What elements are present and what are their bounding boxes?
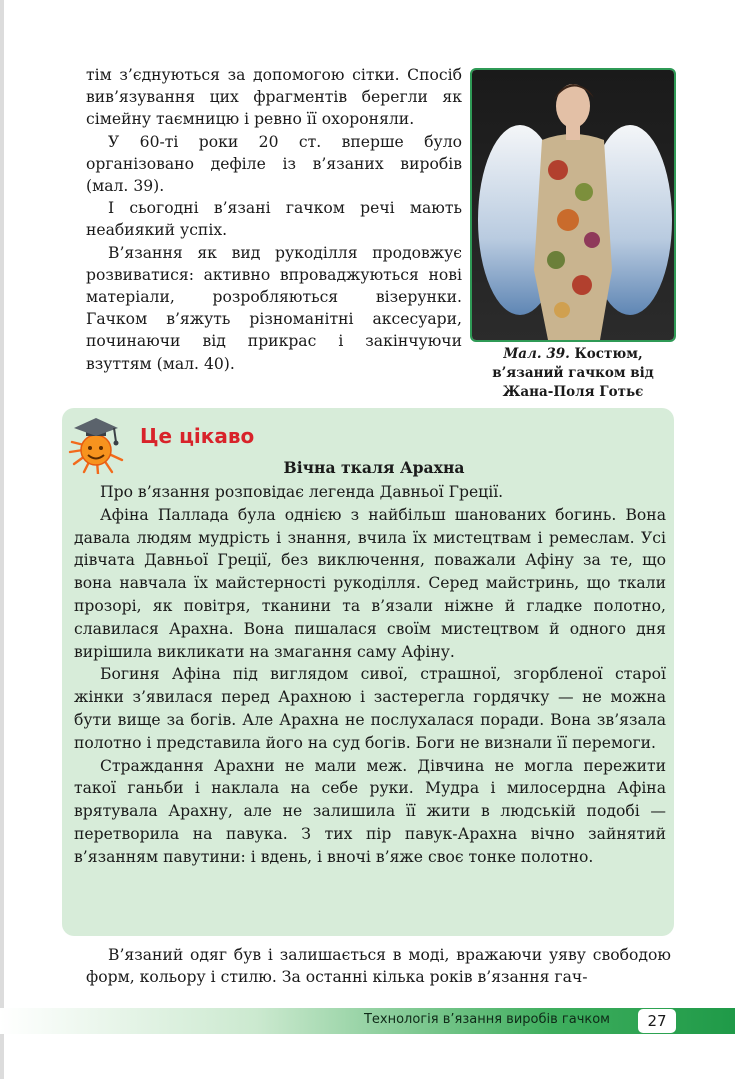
intro-paragraph-1: тім з’єднуються за допомогою сітки. Спосіб вив’язування цих фрагментів берегли як сімейну таємницю і ревно її охороняли. [86,66,462,129]
page-number: 27 [638,1009,676,1033]
crochet-costume-photo [472,70,674,340]
caption-label: Мал. 39. [503,346,570,362]
caption-text: Костюм, в’язаний гачком від Жана-Поля Готьє [492,346,654,400]
story-paragraph-2: Афіна Паллада була однією з найбільш шанованих богинь. Вона давала людям мудрість і знання, вчила їх мистецтвам і ремеслам. Усі дівчата Давньої Греції, без виключення, поважали Афіну за те, що вона навчала їх майстерності рукоділля. Серед майстринь, що ткали прозорі, як повітря, тканини та в’язали ніжне й гладке полотно, славилася Арахна. Вона пишалася своїм мистецтвом й одного дня вирішила викликати на змагання саму Афіну. [74,505,666,661]
bottom-text [86,944,671,989]
story-paragraph-1: Про в’язання розповідає легенда Давньої Греції. [100,483,504,501]
intro-paragraph-2: У 60-ті роки 20 ст. вперше було організовано дефіле із в’язаних виробів (мал. 39). [86,132,462,196]
story-paragraph-4: Страждання Арахни не мали меж. Дівчина не могла пережити такої ганьби і наклала на себе руки. Мудра і милосердна Афіна врятувала Арахну, але не залишила її жити в людській подобі — перетворила на павука. З тих пір павук-Арахна вічно зайнятий в’язанням павутини: і вдень, і вночі в’яже своє тонке полотно. [74,756,666,866]
intro-text [86,64,462,375]
story-paragraph-3: Богиня Афіна під виглядом сивої, страшної, згорбленої старої жінки з’явилася перед Арахною і застерегла гордячку — не можна бути вище за богів. Але Арахна не послухалася поради. Вона зв’язала полотно і представила його на суд богів. Боги не визнали її перемоги. [74,665,666,752]
intro-paragraph-4: В’язання як вид рукоділля продовжує розвиватися: активно впроваджуються нові матеріали, розробляються візерунки. Гачком в’яжуть різноманітні аксесуари, починаючи від прикрас і закінчуючи взуттям (мал. 40). [86,243,462,373]
intro-paragraph-3: І сьогодні в’язані гачком речі мають неабиякий успіх. [86,199,462,240]
bottom-paragraph: В’язаний одяг був і залишається в моді, вражаючи уяву свободою форм, кольору і стилю. За останні кілька років в’язання гач- [86,946,671,987]
figure-39-caption [470,345,676,402]
box-title: Це цікаво [140,424,255,448]
story-title: Вічна ткаля Арахна [283,458,465,477]
page-edge [0,0,4,1079]
footer-chapter-title: Технологія в’язання виробів гачком [363,1012,610,1027]
figure-39-photo [470,68,676,342]
story-text [74,481,666,869]
